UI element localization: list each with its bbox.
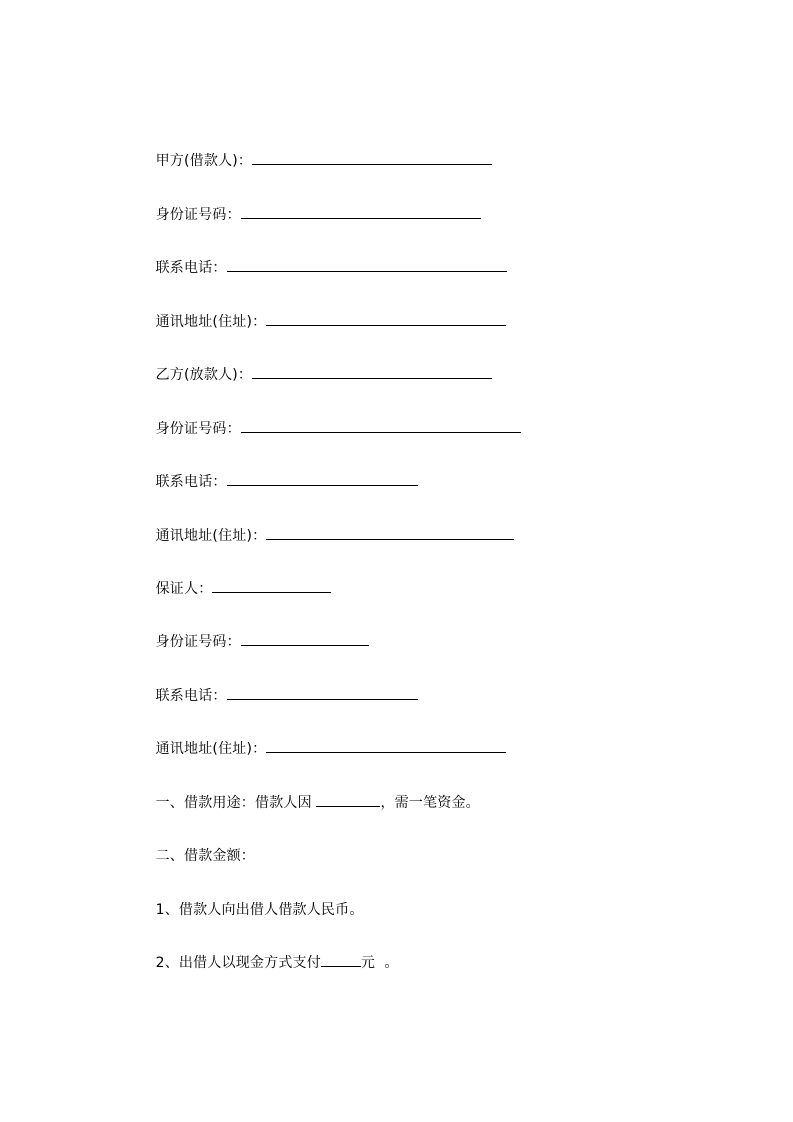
party-a-name-label: 甲方(借款人)： [155, 153, 253, 169]
party-b-phone-row [137, 452, 418, 512]
party-a-address-label: 通讯地址(住址)： [155, 314, 267, 330]
party-a-phone-blank[interactable] [227, 259, 507, 272]
party-a-id-row [137, 185, 481, 245]
loan-purpose-blank[interactable] [316, 794, 380, 807]
guarantor-phone-row [137, 666, 418, 726]
item-1-text: 1、借款人向出借人借款人民币。 [155, 902, 364, 918]
guarantor-id-label: 身份证号码： [155, 634, 241, 650]
clause-1-prefix: 一、借款用途：借款人因 [155, 795, 317, 811]
item-2-prefix: 2、出借人以现金方式支付 [155, 955, 321, 971]
clause-2-heading: 二、借款金额： [155, 848, 256, 864]
item-1-row [137, 880, 364, 940]
party-a-id-label: 身份证号码： [155, 207, 241, 223]
party-b-address-blank[interactable] [266, 527, 514, 540]
party-b-id-label: 身份证号码： [155, 421, 241, 437]
guarantor-name-row [137, 559, 331, 619]
party-a-phone-row [137, 238, 507, 298]
item-2-suffix: 。 [375, 955, 399, 971]
party-b-name-label: 乙方(放款人)： [155, 367, 253, 383]
party-b-name-blank[interactable] [252, 366, 492, 379]
clause-1-suffix: ，需一笔资金。 [380, 795, 480, 811]
amount-blank[interactable] [321, 954, 361, 967]
party-b-name-row [137, 345, 492, 405]
guarantor-name-label: 保证人： [155, 581, 213, 597]
guarantor-id-blank[interactable] [241, 633, 369, 646]
guarantor-address-row [137, 719, 506, 779]
clause-2-row [137, 826, 255, 886]
party-b-address-row [137, 506, 514, 566]
party-a-name-blank[interactable] [252, 152, 492, 165]
guarantor-id-row [137, 612, 369, 672]
guarantor-phone-blank[interactable] [227, 687, 418, 700]
party-a-address-row [137, 292, 506, 352]
party-b-id-blank[interactable] [241, 420, 521, 433]
party-b-phone-blank[interactable] [227, 473, 418, 486]
guarantor-address-blank[interactable] [266, 740, 506, 753]
party-a-phone-label: 联系电话： [155, 260, 227, 276]
party-b-address-label: 通讯地址(住址)： [155, 528, 267, 544]
clause-1-row [137, 773, 480, 833]
party-a-name-row [137, 131, 492, 191]
guarantor-name-blank[interactable] [212, 580, 331, 593]
party-b-id-row [137, 399, 521, 459]
party-a-id-blank[interactable] [241, 206, 481, 219]
guarantor-address-label: 通讯地址(住址)： [155, 741, 267, 757]
item-2-row [137, 933, 399, 993]
item-2-unit: 元 [360, 955, 376, 971]
party-a-address-blank[interactable] [266, 313, 506, 326]
guarantor-phone-label: 联系电话： [155, 688, 227, 704]
party-b-phone-label: 联系电话： [155, 474, 227, 490]
